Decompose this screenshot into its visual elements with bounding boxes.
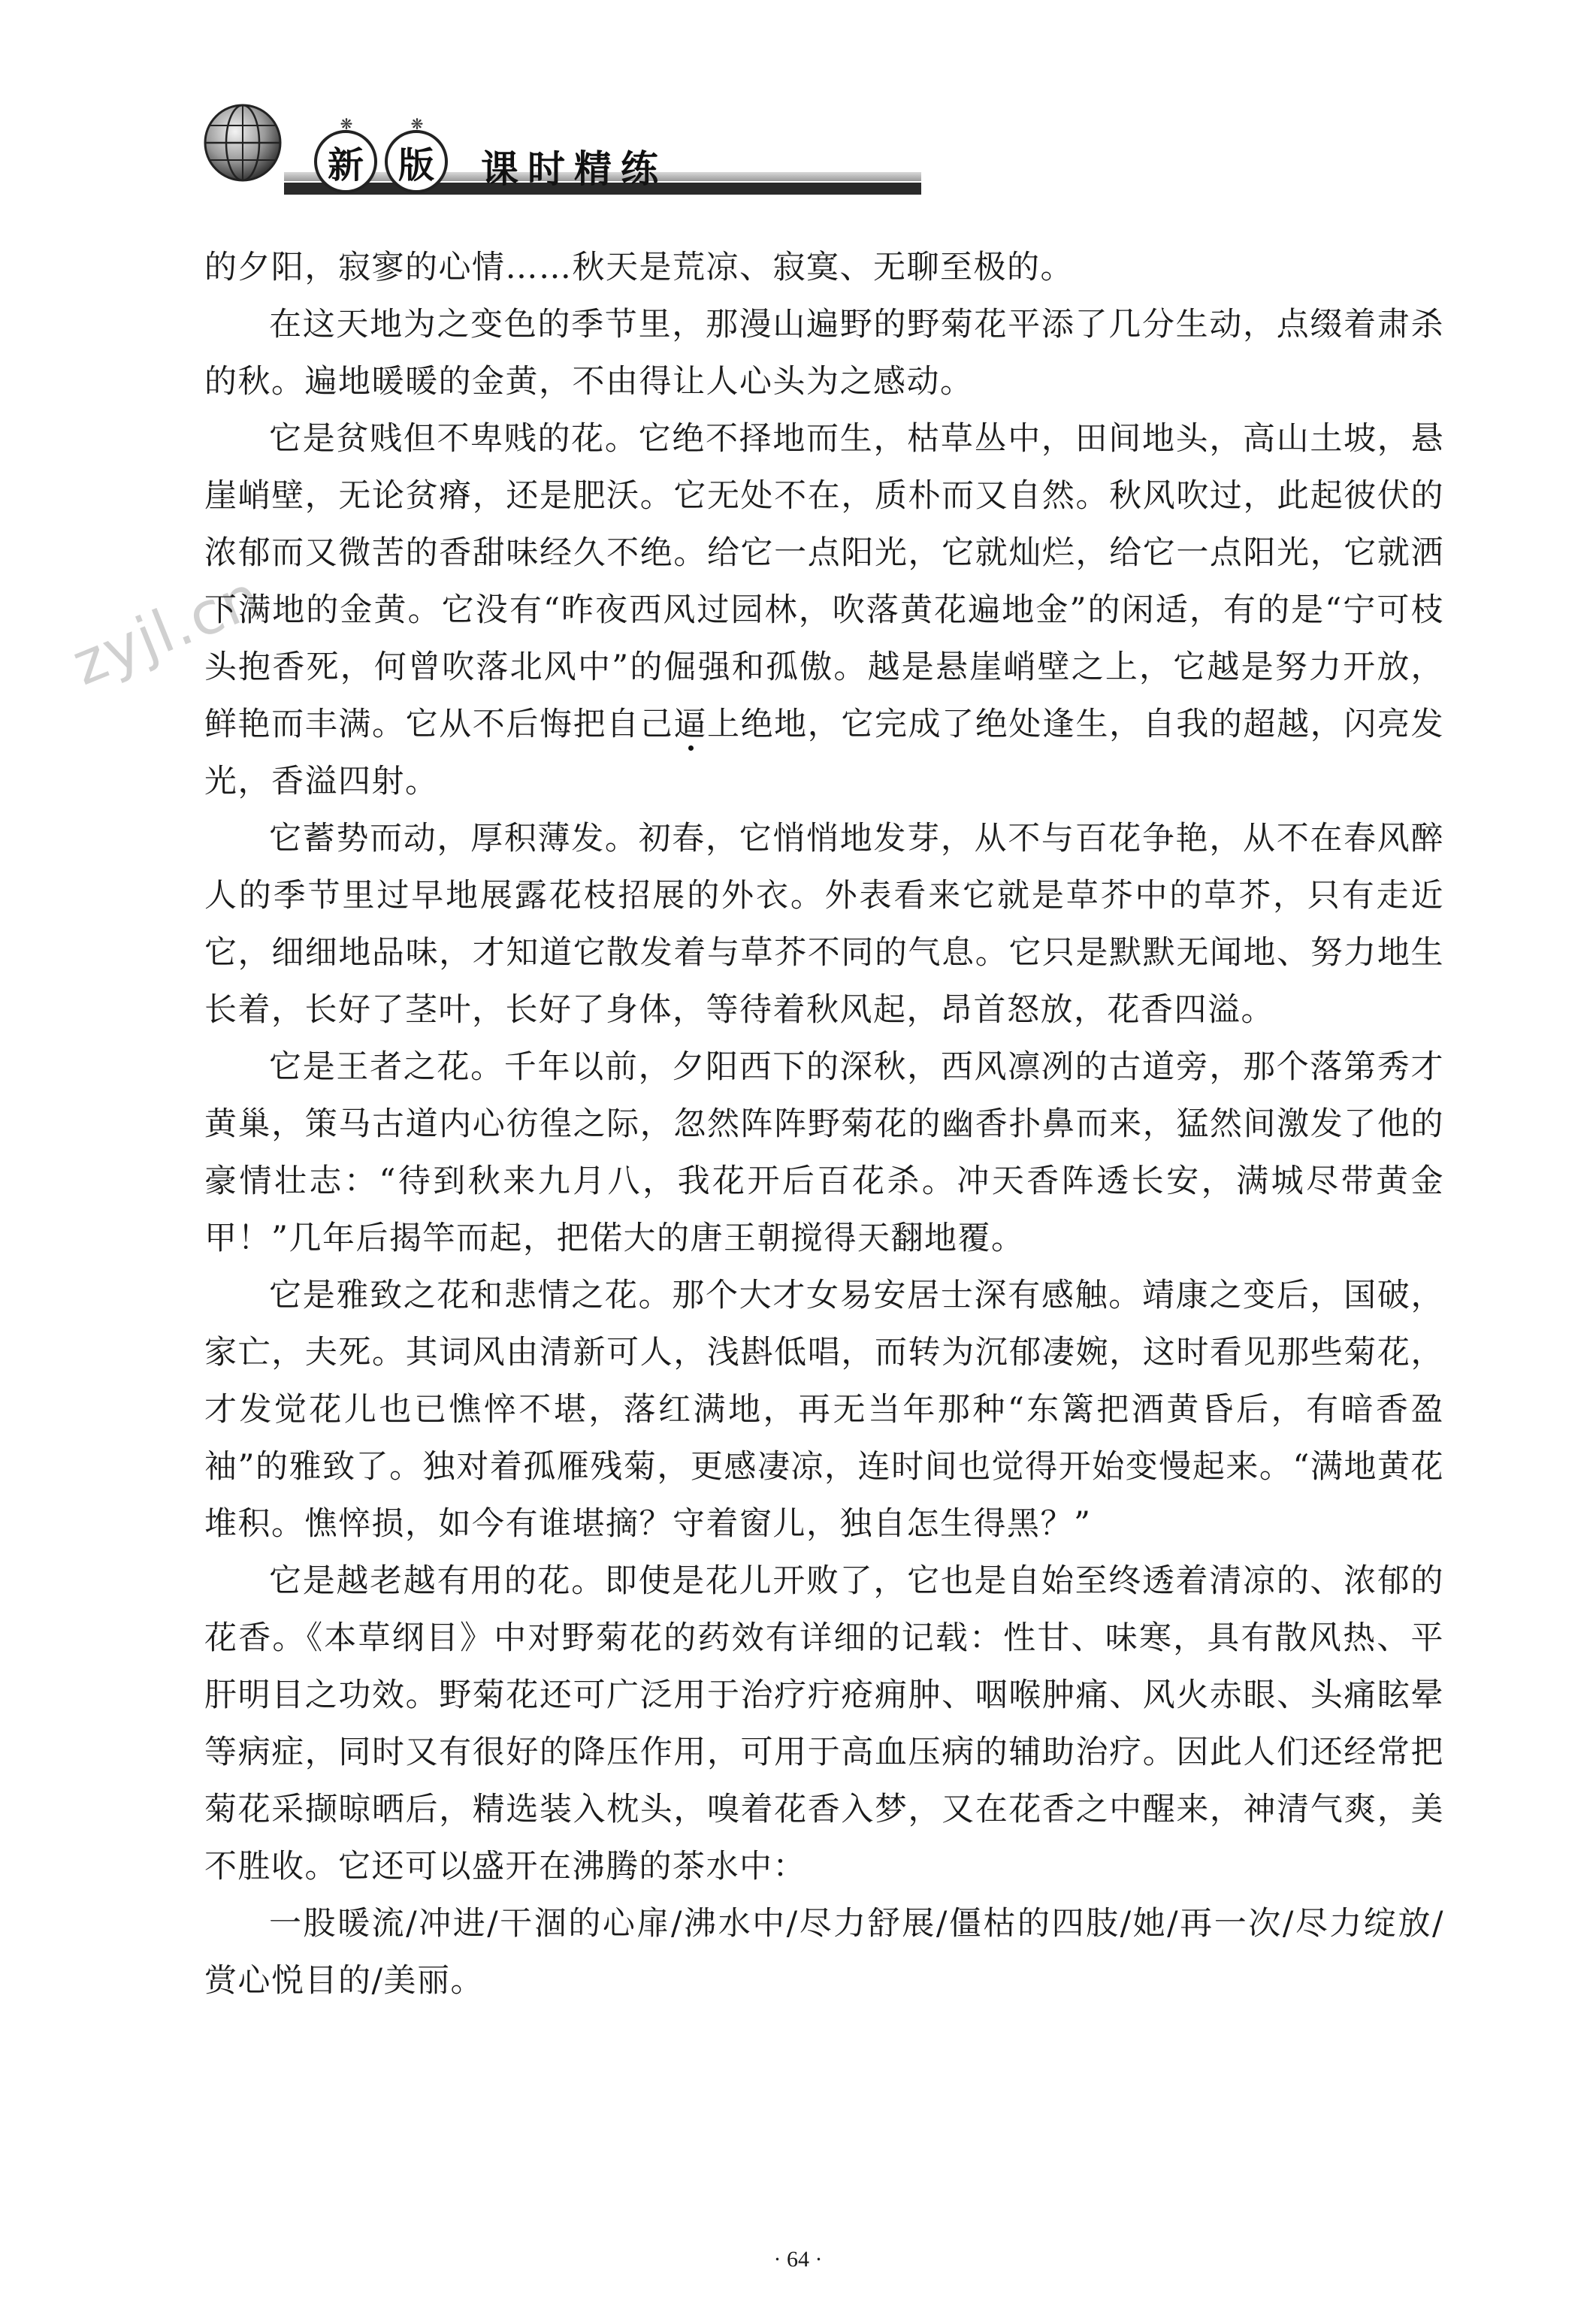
badge-xin [314, 115, 377, 193]
paragraph [204, 410, 1444, 810]
emphasis-char: 逼 [673, 706, 707, 743]
sparkle-icon: ❋ [410, 115, 424, 133]
page-number: · 64 · [773, 2247, 823, 2272]
paragraph: 它是雅致之花和悲情之花。那个大才女易安居士深有感触。靖康之变后，国破，家亡，夫死。其词风由清新可人，浅斟低唱，而转为沉郁凄婉，这时看见那些菊花，才发觉花儿也已憔悴不堪，落红满地，再无当年那种“东篱把酒黄昏后，有暗香盈袖”的雅致了。独对着孤雁残菊，更感凄凉，连时间也觉得开始变慢起来。“满地黄花堆积。憔悴损，如今有谁堪摘？守着窗儿，独自怎生得黑？” [204, 1277, 1444, 1543]
page-header [201, 94, 720, 207]
article-body [204, 239, 1444, 2009]
paragraph: 在这天地为之变色的季节里，那漫山遍野的野菊花平添了几分生动，点缀着肃杀的秋。遍地暖暖的金黄，不由得让人心头为之感动。 [204, 306, 1444, 401]
paragraph-text: 它是贫贱但不卑贱的花。它绝不择地而生，枯草丛中，田间地头，高山土坡，悬崖峭壁，无论贫瘠，还是肥沃。它无处不在，质朴而又自然。秋风吹过，此起彼伏的浓郁而又微苦的香甜味经久不绝。给它一点阳光，它就灿烂，给它一点阳光，它就洒下满地的金黄。它没有“昨夜西风过园林，吹落黄花遍地金”的闲适，有的是“宁可枝头抱香死，何曾吹落北风中”的倔强和孤傲。越是悬崖峭壁之上，它越是努力开放，鲜艳而丰满。它从不后悔把自己 [204, 420, 1444, 743]
paragraph: 它蓄势而动，厚积薄发。初春，它悄悄地发芽，从不与百花争艳，从不在春风醉人的季节里过早地展露花枝招展的外衣。外表看来它就是草芥中的草芥，只有走近它，细细地品味，才知道它散发着与草芥不同的气息。它只是默默无闻地、努力地生长着，长好了茎叶，长好了身体，等待着秋风起，昂首怒放，花香四溢。 [204, 820, 1444, 1029]
badge-2-text: 版 [397, 144, 434, 186]
paragraph: 它是越老越有用的花。即使是花儿开败了，它也是自始至终透着清凉的、浓郁的花香。《本草纲目》中对野菊花的药效有详细的记载：性甘、味寒，具有散风热、平肝明目之功效。野菊花还可广泛用于治疗疔疮痈肿、咽喉肿痛、风火赤眼、头痛眩晕等病症，同时又有很好的降压作用，可用于高血压病的辅助治疗。因此人们还经常把菊花采撷晾晒后，精选装入枕头，嗅着花香入梦，又在花香之中醒来，神清气爽，美不胜收。它还可以盛开在沸腾的茶水中： [204, 1562, 1444, 1885]
paragraph: 一股暖流/冲进/干涸的心扉/沸水中/尽力舒展/僵枯的四肢/她/再一次/尽力绽放/赏心悦目的/美丽。 [204, 1905, 1444, 2000]
badge-ban [385, 115, 448, 193]
badge-1-text: 新 [327, 144, 364, 186]
globe-logo-icon [201, 101, 284, 184]
header-title: 课时精练 [481, 147, 667, 191]
sparkle-icon: ❋ [340, 115, 353, 133]
paragraph: 的夕阳，寂寥的心情……秋天是荒凉、寂寞、无聊至极的。 [204, 249, 1074, 286]
paragraph-text: 上绝地，它完成了绝处逢生，自我的超越，闪亮发光，香溢四射。 [204, 706, 1445, 800]
watermark: zyjl.cn [63, 562, 271, 699]
paragraph: 它是王者之花。千年以前，夕阳西下的深秋，西风凛冽的古道旁，那个落第秀才黄巢，策马古道内心彷徨之际，忽然阵阵野菊花的幽香扑鼻而来，猛然间激发了他的豪情壮志：“待到秋来九月八，我花开后百花杀。冲天香阵透长安，满城尽带黄金甲！”几年后揭竿而起，把偌大的唐王朝搅得天翻地覆。 [204, 1048, 1444, 1257]
